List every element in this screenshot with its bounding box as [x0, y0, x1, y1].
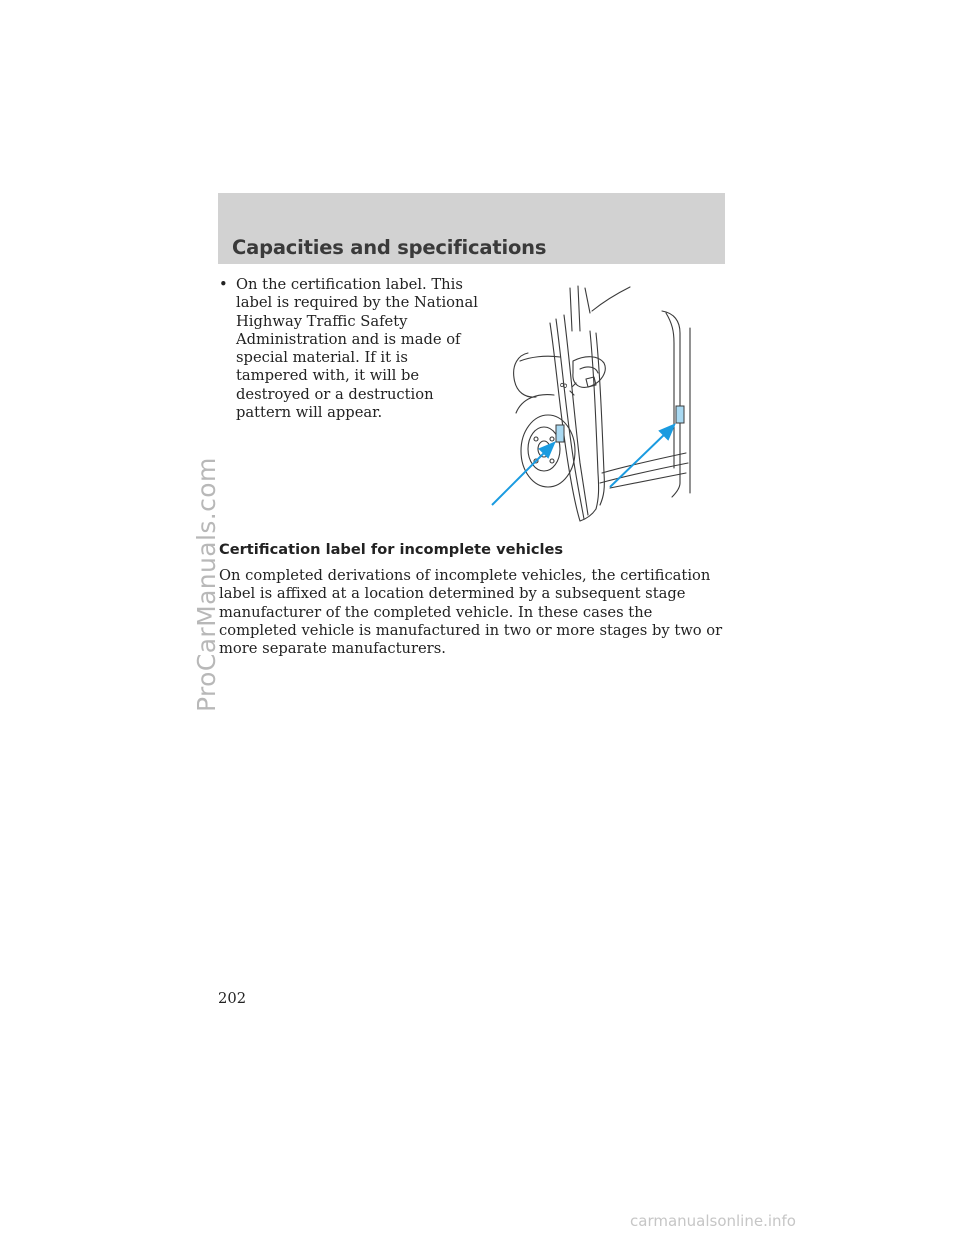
bullet-text: On the certification label. This label is required by the National Highway Traffic Safety Administration and is made of special material. If it is tampered with, it will be destroyed or a destruction pattern will appear. — [236, 276, 478, 422]
door-label-rect — [556, 425, 564, 442]
certification-label-illustration — [490, 283, 700, 525]
bullet-symbol: • — [219, 276, 228, 293]
page-title: Capacities and specifications — [232, 236, 547, 259]
svg-text:8: 8 — [559, 381, 571, 390]
side-watermark: ProCarManuals.com — [192, 457, 221, 712]
pillar-label-rect — [676, 406, 684, 423]
section-heading: Certification label for incomplete vehicles — [219, 541, 564, 558]
section-body-text: On completed derivations of incomplete vehicles, the certification label is affixed at a location determined by a subsequent stage manufacturer of the completed vehicle. In these cases the completed vehicle is manufactured in two or more stages by two or more separate manufacturers. — [219, 567, 723, 658]
bullet-item — [219, 276, 479, 422]
footer-watermark-url: carmanualsonline.info — [630, 1212, 796, 1230]
page-number: 202 — [218, 990, 247, 1007]
section-header-bar — [218, 193, 725, 264]
